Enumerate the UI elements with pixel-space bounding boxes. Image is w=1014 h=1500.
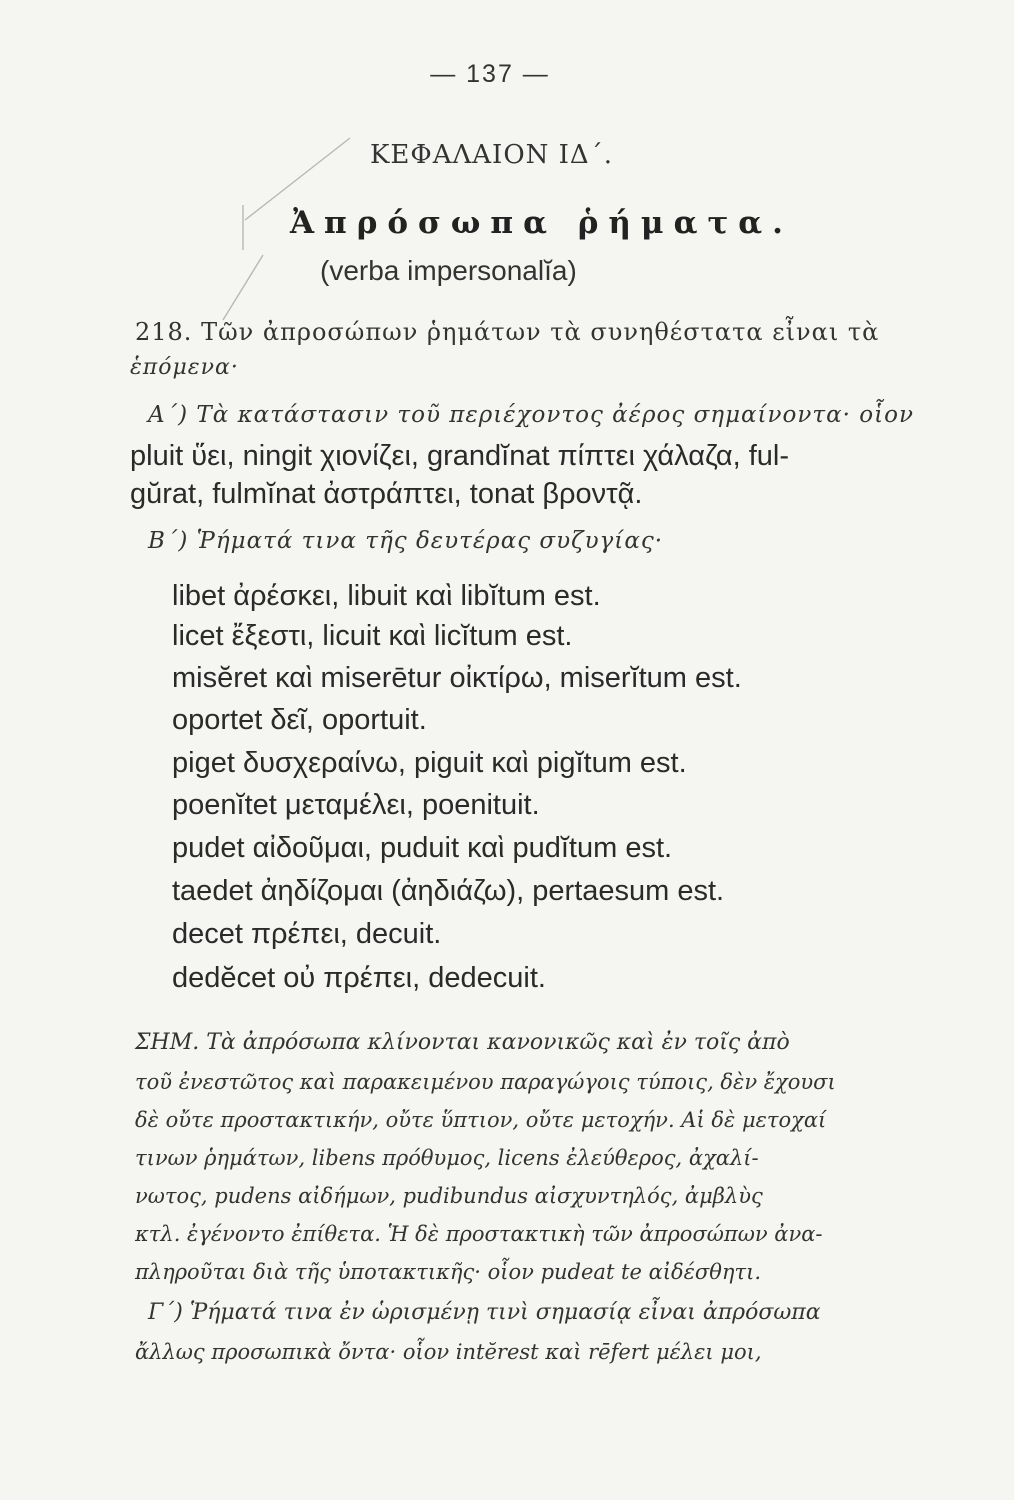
verb-item: oportet δεῖ, oportuit. bbox=[172, 704, 427, 736]
section-subtitle: (verba impersonalĭa) bbox=[320, 255, 577, 286]
verb-item: pudet αἰδοῦμαι, puduit καὶ pudĭtum est. bbox=[172, 832, 673, 864]
verb-item: piget δυσχεραίνω, piguit καὶ pigĭtum est. bbox=[172, 747, 687, 779]
note-line: τινων ῥημάτων, libens πρόθυμος, licens ἐλεύθερος, ἀχαλί- bbox=[135, 1146, 759, 1170]
page-number: — 137 — bbox=[430, 60, 550, 88]
verb-item: poenĭtet μεταμέλει, poenituit. bbox=[172, 789, 540, 821]
verb-item: decet πρέπει, decuit. bbox=[172, 918, 442, 950]
section-c-line-2: ἄλλως προσωπικὰ ὄντα· οἷον intĕrest καὶ rēfert μέλει μοι, bbox=[135, 1340, 762, 1364]
note-line: πληροῦται διὰ τῆς ὑποτακτικῆς· οἷον pudeat te αἰδέσθητι. bbox=[135, 1260, 762, 1284]
note-line: τοῦ ἐνεστῶτος καὶ παρακειμένου παραγώγοις τύποις, δὲν ἔχουσι bbox=[135, 1070, 836, 1094]
note-line: ΣΗΜ. Τὰ ἀπρόσωπα κλίνονται κανονικῶς καὶ ἐν τοῖς ἀπὸ bbox=[135, 1030, 790, 1055]
note-line: δὲ οὔτε προστακτικήν, οὔτε ὕπτιον, οὔτε μετοχήν. Αἱ δὲ μετοχαί bbox=[135, 1108, 827, 1132]
verb-item: misĕret καὶ miserētur οἰκτίρω, miserĭtum est. bbox=[172, 662, 742, 694]
section-c-line-1: Γ΄) Ῥήματά τινα ἐν ὡρισμένῃ τινὶ σημασίᾳ εἶναι ἀπρόσωπα bbox=[148, 1300, 821, 1325]
section-a-line-2: pluit ὕει, ningit χιονίζει, grandĭnat πίπτει χάλαζα, ful- bbox=[130, 440, 789, 472]
section-title: Ἀπρόσωπα ῥήματα. bbox=[290, 205, 793, 241]
verb-item: taedet ἀηδίζομαι (ἀηδιάζω), pertaesum est. bbox=[172, 875, 725, 907]
note-line: κτλ. ἐγένοντο ἐπίθετα. Ἡ δὲ προστακτικὴ τῶν ἀπροσώπων ἀνα- bbox=[135, 1222, 823, 1246]
section-b-heading: Β΄) Ῥήματά τινα τῆς δευτέρας συζυγίας· bbox=[148, 528, 664, 554]
section-a-line-1: Α΄) Τὰ κατάστασιν τοῦ περιέχοντος ἀέρος σημαίνοντα· οἷον bbox=[148, 402, 914, 428]
chapter-heading: ΚΕΦΑΛΑΙΟΝ ΙΔ΄. bbox=[370, 140, 613, 170]
verb-item: dedĕcet οὐ πρέπει, dedecuit. bbox=[172, 962, 546, 994]
note-line: νωτος, pudens αἰδήμων, pudibundus αἰσχυντηλός, ἀμβλὺς bbox=[135, 1184, 763, 1208]
verb-item: licet ἔξεστι, licuit καὶ licĭtum est. bbox=[172, 620, 573, 652]
section-a-line-3: gŭrat, fulmĭnat ἀστράπτει, tonat βροντᾷ. bbox=[130, 478, 643, 510]
para-218-line-2: ἑπόμενα· bbox=[130, 355, 239, 380]
verb-item: libet ἀρέσκει, libuit καὶ libĭtum est. bbox=[172, 580, 601, 612]
para-218-line-1: 218. Τῶν ἀπροσώπων ῥημάτων τὰ συνηθέστατα εἶναι τὰ bbox=[135, 318, 880, 346]
